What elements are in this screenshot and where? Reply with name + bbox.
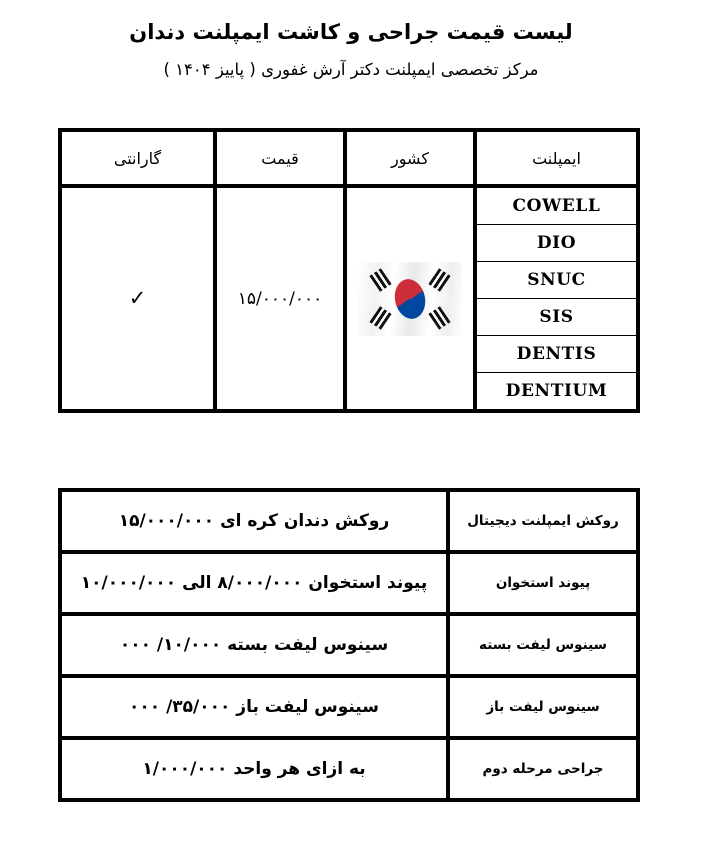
trigram-bottom-left — [369, 306, 391, 330]
service-description-cell: به ازای هر واحد ۱/۰۰۰/۰۰۰ — [60, 738, 448, 800]
price-cell — [215, 186, 345, 411]
implant-brand-cell: DIO — [475, 225, 638, 262]
service-description-cell: سینوس لیفت بسته ۱۰/۰۰۰/ ۰۰۰ — [60, 614, 448, 676]
implant-brand-cell: DENTIS — [475, 336, 638, 373]
service-label-cell: پیوند استخوان — [448, 552, 638, 614]
warranty-cell — [60, 186, 215, 411]
service-description-cell: روکش دندان کره ای ۱۵/۰۰۰/۰۰۰ — [60, 490, 448, 552]
column-header-implant: ایمپلنت — [475, 130, 638, 186]
check-icon: ✓ — [128, 286, 147, 310]
trigram-top-left — [369, 268, 391, 292]
trigram-bottom-right — [428, 306, 450, 330]
table-header-row — [60, 130, 638, 186]
table-row — [60, 186, 638, 225]
table-row — [60, 738, 638, 800]
service-label-cell: سینوس لیفت بسته — [448, 614, 638, 676]
implant-brand-cell: DENTIUM — [475, 373, 638, 412]
implant-brand-cell: SIS — [475, 299, 638, 336]
taeguk-symbol — [391, 276, 429, 321]
implant-price-table — [58, 128, 640, 413]
column-header-warranty: گارانتی — [60, 130, 215, 186]
table-row — [60, 490, 638, 552]
service-description-cell: پیوند استخوان ۸/۰۰۰/۰۰۰ الی ۱۰/۰۰۰/۰۰۰ — [60, 552, 448, 614]
page-subtitle: مرکز تخصصی ایمپلنت دکتر آرش غفوری ( پاییز ۱۴۰۴ ) — [163, 60, 539, 80]
implant-price-value: ۱۵/۰۰۰/۰۰۰ — [237, 288, 323, 309]
table-row — [60, 552, 638, 614]
document-header — [0, 0, 702, 82]
table-row — [60, 676, 638, 738]
trigram-top-right — [428, 268, 450, 292]
country-cell — [345, 186, 475, 411]
table-row — [60, 614, 638, 676]
column-header-country: کشور — [345, 130, 475, 186]
column-header-price: قیمت — [215, 130, 345, 186]
services-price-table-container — [62, 488, 640, 802]
implant-brand-cell: SNUC — [475, 262, 638, 299]
service-label-cell: سینوس لیفت باز — [448, 676, 638, 738]
service-description-cell: سینوس لیفت باز ۳۵/۰۰۰/ ۰۰۰ — [60, 676, 448, 738]
south-korea-flag-icon — [358, 262, 462, 336]
page-title: لیست قیمت جراحی و کاشت ایمپلنت دندان — [129, 20, 573, 44]
implant-price-table-container — [62, 128, 640, 413]
implant-brand-cell: COWELL — [475, 186, 638, 225]
service-label-cell: روکش ایمپلنت دیجیتال — [448, 490, 638, 552]
services-price-table — [58, 488, 640, 802]
service-label-cell: جراحی مرحله دوم — [448, 738, 638, 800]
